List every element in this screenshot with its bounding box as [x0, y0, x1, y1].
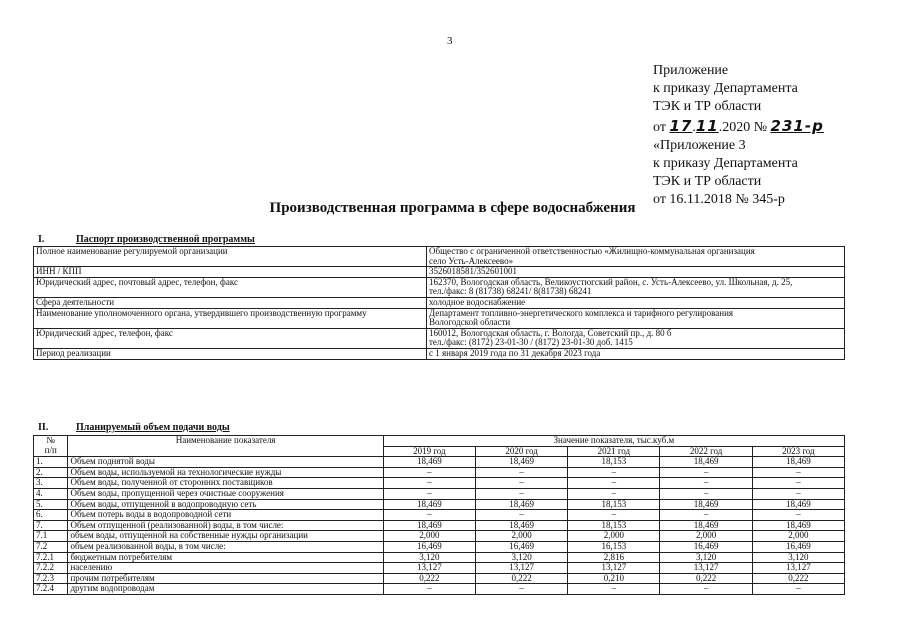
row-value: –: [475, 510, 567, 521]
header-year: 2020 год: [475, 446, 567, 457]
row-value: 18,469: [383, 499, 475, 510]
row-indicator-name: Объем воды, полученной от сторонних поставщиков: [68, 478, 383, 489]
passport-value-line: холодное водоснабжение: [429, 296, 526, 307]
row-value: 18,469: [475, 457, 567, 468]
row-value: 16,469: [383, 541, 475, 552]
passport-label: Юридический адрес, почтовый адрес, телефон, факс: [34, 277, 427, 297]
table-row: [34, 488, 845, 499]
table-row: [34, 499, 845, 510]
table-row: [34, 573, 845, 584]
row-indicator-name: прочим потребителям: [68, 573, 383, 584]
row-value: 18,153: [568, 520, 660, 531]
passport-label: Юридический адрес, телефон, факс: [34, 328, 427, 348]
row-value: –: [660, 467, 752, 478]
header-values-cell: Значение показателя, тыс.куб.м: [383, 436, 844, 447]
passport-value-line: тел./факс: 8 (81738) 68241/ 8(81738) 68241: [429, 286, 592, 297]
passport-label: Период реализации: [34, 348, 427, 359]
table-row: [34, 467, 845, 478]
passport-row: [34, 348, 845, 359]
table-row: [34, 520, 845, 531]
header-name-cell: Наименование показателя: [68, 436, 383, 457]
passport-label: ИНН / КПП: [34, 267, 427, 278]
row-value: 18,469: [752, 520, 844, 531]
appendix-line: к приказу Департамента: [653, 156, 798, 172]
row-value: –: [475, 584, 567, 595]
row-value: –: [568, 478, 660, 489]
table-row: [34, 457, 845, 468]
appendix-line: от 16.11.2018 № 345-р: [653, 192, 785, 208]
row-number: 1.: [34, 457, 68, 468]
passport-value-line: 3526018581/352601001: [429, 266, 518, 277]
order-prefix: от: [653, 119, 670, 135]
row-value: –: [475, 467, 567, 478]
row-value: 18,469: [660, 457, 752, 468]
header-year: 2022 год: [660, 446, 752, 457]
row-value: –: [752, 478, 844, 489]
passport-row: [34, 297, 845, 308]
row-number: 7.2.4: [34, 584, 68, 595]
passport-value-line: село Усть-Алексеево»: [429, 255, 514, 266]
table-row: [34, 541, 845, 552]
row-value: 18,469: [475, 499, 567, 510]
row-indicator-name: объем реализованной воды, в том числе:: [68, 541, 383, 552]
passport-value: [427, 328, 845, 348]
row-value: 18,469: [660, 499, 752, 510]
row-value: 0,210: [568, 573, 660, 584]
document-title: Производственная программа в сфере водоснабжения: [269, 200, 636, 216]
table-row: [34, 478, 845, 489]
row-indicator-name: Объем потерь воды в водопроводной сети: [68, 510, 383, 521]
row-value: 18,469: [752, 457, 844, 468]
section-title: Паспорт производственной программы: [76, 234, 255, 245]
row-indicator-name: объем воды, отпущенной на собственные нужды организации: [68, 531, 383, 542]
row-value: –: [752, 467, 844, 478]
row-value: –: [383, 584, 475, 595]
row-value: 18,469: [752, 499, 844, 510]
table-row: [34, 531, 845, 542]
order-mid: .2020 №: [718, 119, 771, 135]
row-indicator-name: населению: [68, 563, 383, 574]
row-value: –: [660, 478, 752, 489]
row-value: 13,127: [660, 563, 752, 574]
row-number: 6.: [34, 510, 68, 521]
row-number: 7.2.1: [34, 552, 68, 563]
row-value: –: [475, 488, 567, 499]
passport-value: [427, 308, 845, 328]
passport-row: [34, 267, 845, 278]
row-value: –: [383, 467, 475, 478]
appendix-line: «Приложение 3: [653, 137, 746, 153]
header-year: 2023 год: [752, 446, 844, 457]
passport-value-line: 162370, Вологодская область, Великоустюгский район, с. Усть-Алексеево, ул. Школьная, д. 25,: [429, 276, 793, 287]
section-number: I.: [38, 234, 45, 245]
header-year: 2019 год: [383, 446, 475, 457]
row-value: –: [752, 488, 844, 499]
row-value: 13,127: [475, 563, 567, 574]
appendix-line: ТЭК и ТР области: [653, 174, 762, 190]
row-value: 16,469: [660, 541, 752, 552]
row-indicator-name: Объем воды, используемой на технологические нужды: [68, 467, 383, 478]
row-indicator-name: бюджетным потребителям: [68, 552, 383, 563]
row-value: 2,000: [383, 531, 475, 542]
passport-value-line: Департамент топливно-энергетического комплекса и тарифного регулирования: [429, 307, 734, 318]
row-value: 2,000: [568, 531, 660, 542]
row-value: –: [475, 478, 567, 489]
row-value: 16,469: [752, 541, 844, 552]
row-value: 0,222: [383, 573, 475, 584]
row-number: 2.: [34, 467, 68, 478]
row-indicator-name: Объем воды, отпущенной в водопроводную сеть: [68, 499, 383, 510]
row-value: 3,120: [752, 552, 844, 563]
order-day-handwritten: 17: [669, 116, 693, 135]
passport-row: [34, 308, 845, 328]
row-value: –: [660, 488, 752, 499]
row-value: –: [660, 510, 752, 521]
row-number: 7.: [34, 520, 68, 531]
order-number-handwritten: 231-р: [770, 116, 824, 135]
passport-label: Полное наименование регулируемой организации: [34, 247, 427, 267]
passport-label: Сфера деятельности: [34, 297, 427, 308]
passport-label: Наименование уполномоченного органа, утвердившего производственную программу: [34, 308, 427, 328]
row-value: 18,469: [383, 457, 475, 468]
row-number: 7.2.3: [34, 573, 68, 584]
order-month-handwritten: 11: [695, 116, 719, 135]
row-value: –: [383, 478, 475, 489]
row-value: 13,127: [752, 563, 844, 574]
row-value: 0,222: [475, 573, 567, 584]
row-value: 16,153: [568, 541, 660, 552]
header-num-cell: [34, 436, 68, 457]
row-value: 0,222: [660, 573, 752, 584]
passport-value-line: с 1 января 2019 года по 31 декабря 2023 года: [429, 347, 601, 358]
section-number: II.: [38, 422, 49, 433]
row-value: 3,120: [660, 552, 752, 563]
passport-value: [427, 267, 845, 278]
order-dot: .: [692, 119, 696, 135]
header-num-2: п/п: [44, 444, 57, 455]
table-row: [34, 552, 845, 563]
passport-value-line: Вологодской области: [429, 317, 511, 328]
row-value: 16,469: [475, 541, 567, 552]
row-value: –: [383, 510, 475, 521]
row-value: 13,127: [383, 563, 475, 574]
passport-value-line: 160012, Вологодская область, г. Вологда, Советский пр., д. 80 б: [429, 327, 672, 338]
row-value: 18,153: [568, 499, 660, 510]
appendix-order-line: [653, 117, 824, 137]
row-value: –: [568, 467, 660, 478]
section-2-heading: [38, 422, 230, 433]
row-number: 7.2.2: [34, 563, 68, 574]
row-value: 18,469: [660, 520, 752, 531]
table-row: [34, 510, 845, 521]
row-value: –: [752, 584, 844, 595]
passport-value: [427, 277, 845, 297]
row-value: –: [568, 488, 660, 499]
header-num-1: №: [46, 435, 56, 445]
passport-value: [427, 247, 845, 267]
row-value: –: [752, 510, 844, 521]
row-value: –: [660, 584, 752, 595]
row-value: 2,000: [752, 531, 844, 542]
passport-value: [427, 297, 845, 308]
appendix-line: ТЭК и ТР области: [653, 99, 762, 115]
row-indicator-name: Объем воды, пропущенной через очистные сооружения: [68, 488, 383, 499]
row-indicator-name: Объем отпущенной (реализованной) воды, в том числе:: [68, 520, 383, 531]
row-value: 3,120: [475, 552, 567, 563]
row-value: 2,816: [568, 552, 660, 563]
row-value: –: [383, 488, 475, 499]
row-value: 18,469: [383, 520, 475, 531]
section-1-heading: [38, 234, 255, 245]
passport-value-line: Общество с ограниченной ответственностью «Жилищно-коммунальная организация: [429, 246, 755, 256]
row-number: 7.2: [34, 541, 68, 552]
row-value: 18,153: [568, 457, 660, 468]
passport-row: [34, 328, 845, 348]
row-number: 7.1: [34, 531, 68, 542]
row-value: 0,222: [752, 573, 844, 584]
appendix-line: Приложение: [653, 63, 729, 78]
row-number: 3.: [34, 478, 68, 489]
passport-value: [427, 348, 845, 359]
row-value: 13,127: [568, 563, 660, 574]
row-value: –: [568, 584, 660, 595]
header-year: 2021 год: [568, 446, 660, 457]
section-title: Планируемый объем подачи воды: [76, 422, 230, 433]
passport-value-line: тел./факс: (8172) 23-01-30 / (8172) 23-01-30 доб. 1415: [429, 337, 633, 348]
row-value: –: [568, 510, 660, 521]
passport-row: [34, 247, 845, 267]
appendix-block: [653, 62, 824, 210]
row-number: 5.: [34, 499, 68, 510]
row-value: 3,120: [383, 552, 475, 563]
row-indicator-name: Объем поднятой воды: [68, 457, 383, 468]
table-row: [34, 584, 845, 595]
water-volume-table: [33, 435, 845, 595]
row-value: 2,000: [475, 531, 567, 542]
row-value: 18,469: [475, 520, 567, 531]
passport-row: [34, 277, 845, 297]
page-number: 3: [447, 35, 453, 47]
row-number: 4.: [34, 488, 68, 499]
row-value: 2,000: [660, 531, 752, 542]
appendix-line: к приказу Департамента: [653, 81, 798, 97]
table-row: [34, 563, 845, 574]
row-indicator-name: другим водопроводам: [68, 584, 383, 595]
passport-table: [33, 246, 845, 360]
